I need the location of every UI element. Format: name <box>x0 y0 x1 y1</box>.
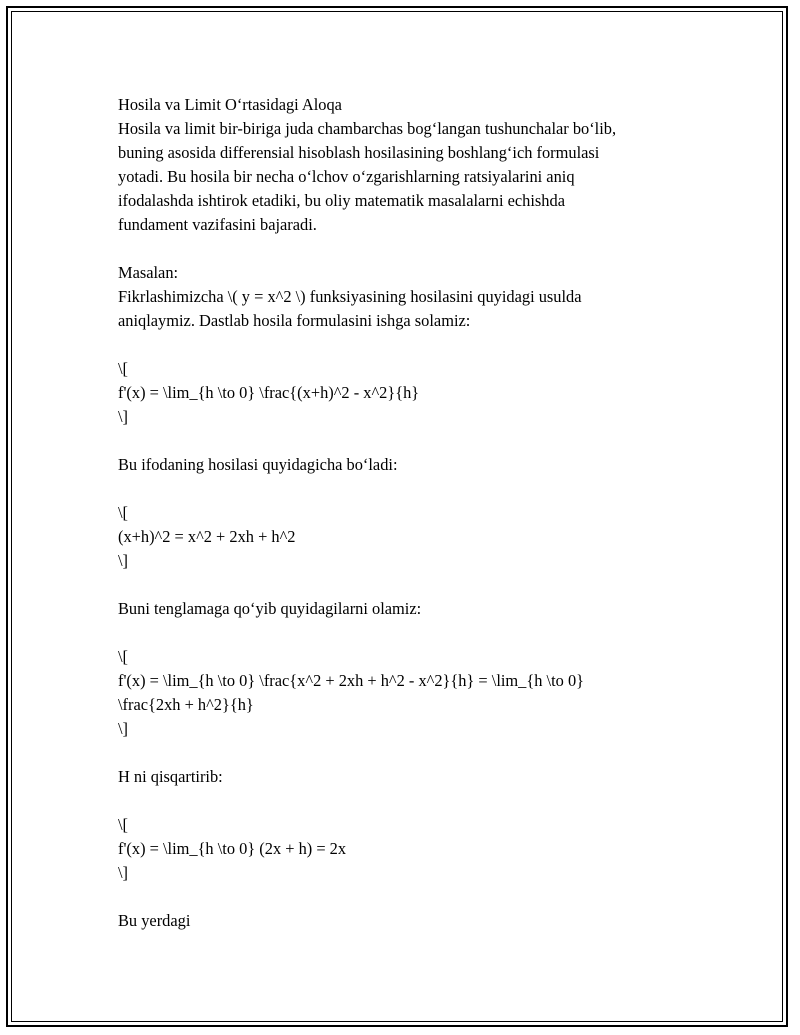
blank-line <box>118 789 678 813</box>
blank-line <box>118 621 678 645</box>
formula-line: \[ <box>118 503 129 522</box>
formula-line: f'(x) = \lim_{h \to 0} \frac{(x+h)^2 - x^2}{h} <box>118 383 420 402</box>
formula-line: \] <box>118 551 129 570</box>
formula-line: \] <box>118 719 129 738</box>
formula-line: \[ <box>118 815 129 834</box>
intro-line: Hosila va limit bir-biriga juda chambarchas bog‘langan tushunchalar bo‘lib, <box>118 119 617 138</box>
example-line: Fikrlashimizcha \( y = x^2 \) funksiyasining hosilasini quyidagi usulda <box>118 287 582 306</box>
blank-line <box>118 741 678 765</box>
formula-line: \] <box>118 863 129 882</box>
intro-line: yotadi. Bu hosila bir necha o‘lchov o‘zgarishlarning ratsiyalarini aniq <box>118 167 575 186</box>
blank-line <box>118 237 678 261</box>
example-line: aniqlaymiz. Dastlab hosila formulasini ishga solamiz: <box>118 311 471 330</box>
paragraph-line: H ni qisqartirib: <box>118 767 223 786</box>
intro-line: ifodalashda ishtirok etadiki, bu oliy matematik masalalarni echishda <box>118 191 565 210</box>
blank-line <box>118 333 678 357</box>
formula-line: f'(x) = \lim_{h \to 0} \frac{x^2 + 2xh + h^2 - x^2}{h} = \lim_{h \to 0} <box>118 671 585 690</box>
formula-line: f'(x) = \lim_{h \to 0} (2x + h) = 2x <box>118 839 347 858</box>
document-title: Hosila va Limit O‘rtasidagi Aloqa <box>118 95 342 114</box>
paragraph-line: Bu ifodaning hosilasi quyidagicha bo‘ladi: <box>118 455 398 474</box>
intro-line: fundament vazifasini bajaradi. <box>118 215 317 234</box>
paragraph-line: Buni tenglamaga qo‘yib quyidagilarni olamiz: <box>118 599 422 618</box>
blank-line <box>118 429 678 453</box>
formula-line: \] <box>118 407 129 426</box>
blank-line <box>118 573 678 597</box>
paragraph-line: Bu yerdagi <box>118 911 191 930</box>
document-body <box>118 93 678 933</box>
intro-line: buning asosida differensial hisoblash hosilasining boshlang‘ich formulasi <box>118 143 600 162</box>
blank-line <box>118 477 678 501</box>
formula-line: \[ <box>118 647 129 666</box>
blank-line <box>118 885 678 909</box>
formula-line: \frac{2xh + h^2}{h} <box>118 695 254 714</box>
formula-line: \[ <box>118 359 129 378</box>
formula-line: (x+h)^2 = x^2 + 2xh + h^2 <box>118 527 296 546</box>
example-heading: Masalan: <box>118 263 179 282</box>
